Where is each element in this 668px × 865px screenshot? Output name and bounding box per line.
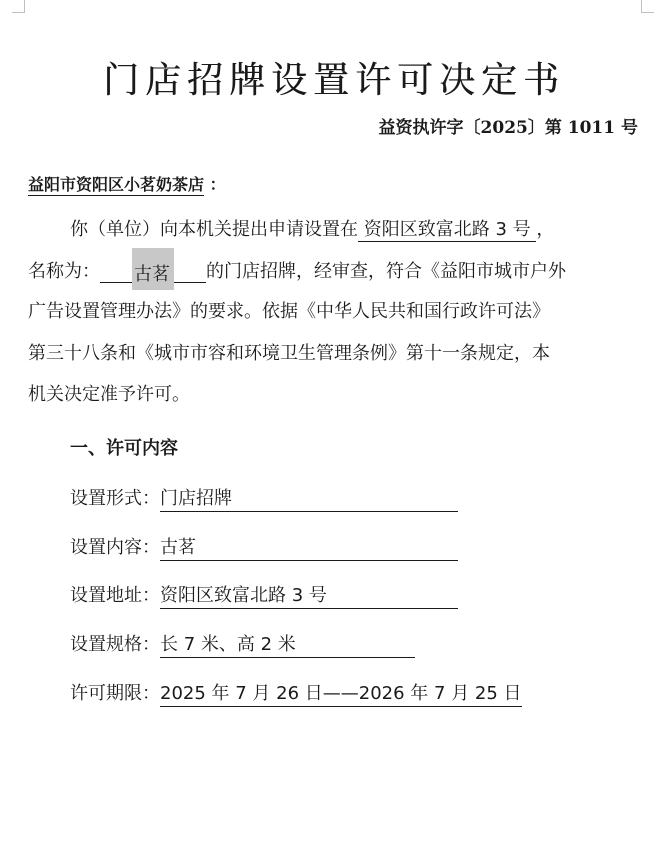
document-number: 益资执许字〔2025〕第 1011 号 <box>378 118 638 138</box>
item-value: 资阳区致富北路 3 号 <box>160 581 458 609</box>
item-value: 长 7 米、高 2 米 <box>160 630 415 658</box>
addressee-name: 益阳市资阳区小茗奶茶店 <box>28 175 205 194</box>
item-value: 门店招牌 <box>160 484 458 512</box>
permit-item-period <box>70 679 522 707</box>
location-field: 资阳区致富北路 3 号 <box>358 219 537 240</box>
item-label: 许可期限： <box>70 683 160 704</box>
permit-item-address <box>70 581 458 609</box>
item-label: 设置形式： <box>70 488 160 509</box>
paragraph-text: ， <box>536 219 555 240</box>
paragraph-text: 你（单位）向本机关提出申请设置在 <box>70 219 358 240</box>
section-heading: 一、许可内容 <box>70 438 178 459</box>
item-value: 2025 年 7 月 26 日——2026 年 7 月 25 日 <box>160 679 522 707</box>
sign-name-field[interactable] <box>100 260 206 283</box>
page-corner-mark-left <box>12 0 25 13</box>
addressee-colon: ： <box>209 175 226 194</box>
paragraph-line-3: 广告设置管理办法》的要求。依据《中华人民共和国行政许可法》 <box>28 301 550 322</box>
addressee-line <box>28 172 226 195</box>
item-label: 设置规格： <box>70 634 160 655</box>
item-label: 设置内容： <box>70 537 160 558</box>
item-label: 设置地址： <box>70 585 160 606</box>
paragraph-text: 的门店招牌，经审查，符合《益阳市城市户外 <box>206 261 566 282</box>
paragraph-line-1 <box>70 215 554 241</box>
paragraph-line-5: 机关决定准予许可。 <box>28 384 190 405</box>
permit-item-content <box>70 533 458 561</box>
paragraph-line-4: 第三十八条和《城市市容和环境卫生管理条例》第十一条规定，本 <box>28 343 550 364</box>
page-corner-mark-right <box>641 0 654 13</box>
sign-name-text: 古茗 <box>134 264 170 285</box>
paragraph-line-2 <box>28 257 566 283</box>
paragraph-text: 名称为： <box>28 261 100 282</box>
document-title: 门店招牌设置许可决定书 <box>102 60 565 101</box>
permit-item-form <box>70 484 458 512</box>
item-value: 古茗 <box>160 533 458 561</box>
permit-item-size <box>70 630 415 658</box>
